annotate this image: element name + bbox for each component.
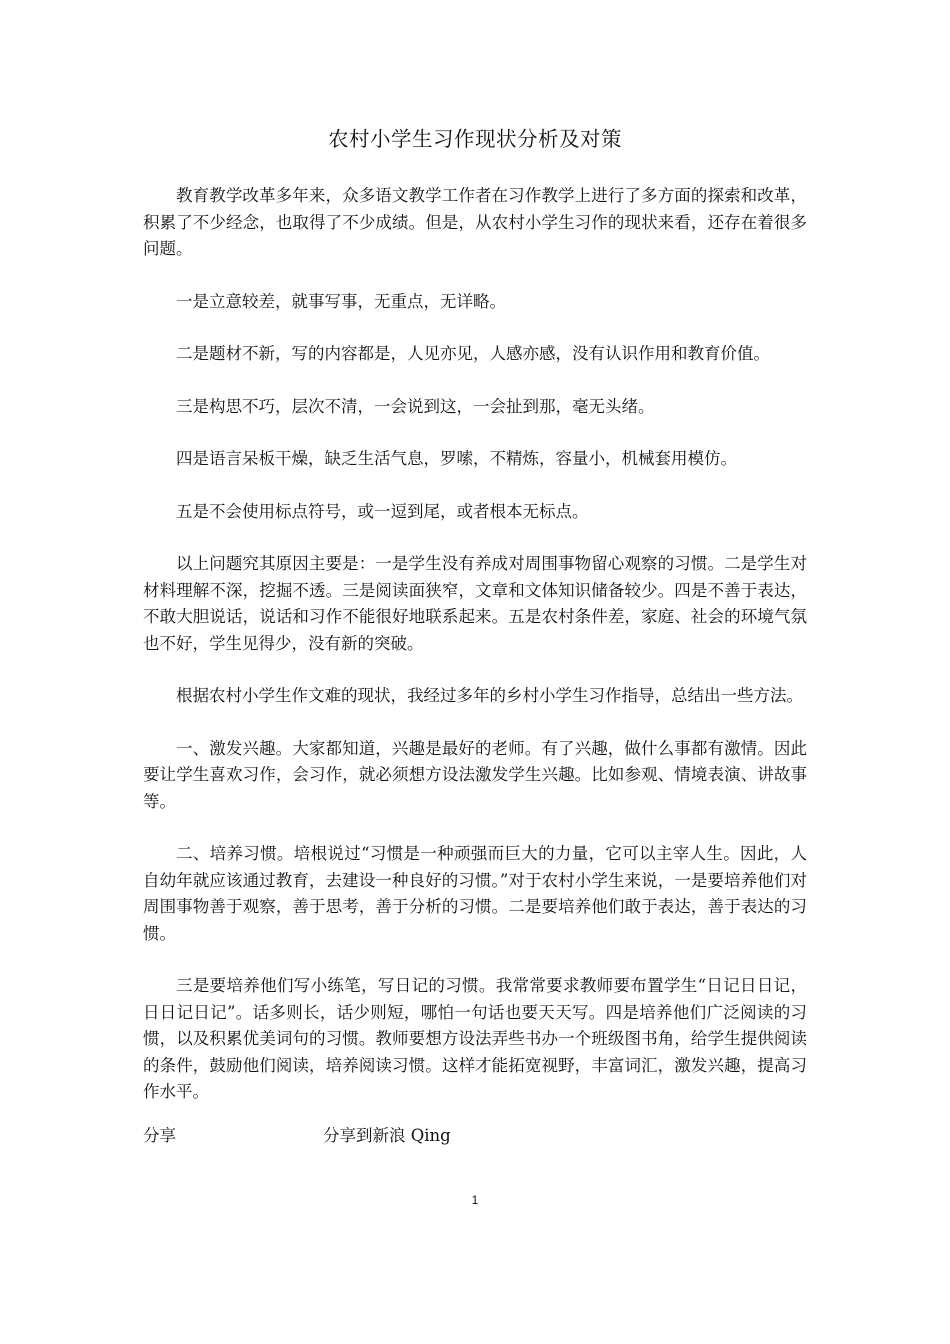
paragraph-intro: 教育教学改革多年来，众多语文教学工作者在习作教学上进行了多方面的探索和改革，积累了不少经念，也取得了不少成绩。但是，从农村小学生习作的现状来看，还存在着很多问题。 — [143, 186, 807, 258]
paragraph-causes: 以上问题究其原因主要是：一是学生没有养成对周围事物留心观察的习惯。二是学生对材料理解不深，挖掘不透。三是阅读面狭窄，文章和文体知识储备较少。四是不善于表达，不敢大胆说话，说话和习作不能很好地联系起来。五是农村条件差，家庭、社会的环境气氛也不好，学生见得少，没有新的突破。 — [143, 554, 807, 653]
paragraph-problem-1: 一是立意较差，就事写事，无重点，无详略。 — [176, 291, 506, 311]
page-number: 1 — [471, 1193, 479, 1207]
paragraph-problem-3: 三是构思不巧，层次不清，一会说到这，一会扯到那，毫无头绪。 — [176, 396, 655, 416]
share-label: 分享 — [143, 1126, 176, 1145]
share-to-sina-qing-link[interactable]: 分享到新浪 Qing — [323, 1126, 451, 1145]
document-title: 农村小学生习作现状分析及对策 — [328, 127, 622, 151]
paragraph-method-interest: 一、激发兴趣。大家都知道，兴趣是最好的老师。有了兴趣，做什么事都有激情。因此要让学生喜欢习作，会习作，就必须想方设法激发学生兴趣。比如参观、情境表演、讲故事等。 — [143, 738, 807, 811]
paragraph-problem-4: 四是语言呆板干燥，缺乏生活气息，罗嗦，不精炼，容量小，机械套用模仿。 — [176, 449, 737, 468]
document-body — [143, 183, 807, 1132]
share-bar — [143, 1122, 807, 1148]
paragraph-problem-5: 五是不会使用标点符号，或一逗到尾，或者根本无标点。 — [176, 501, 589, 521]
paragraph-methods-intro: 根据农村小学生作文难的现状，我经过多年的乡村小学生习作指导，总结出一些方法。 — [176, 686, 803, 705]
paragraph-method-habits: 二、培养习惯。培根说过“习惯是一种顽强而巨大的力量，它可以主宰人生。因此，人自幼年就应该通过教育，去建设一种良好的习惯。”对于农村小学生来说，一是要培养他们对周围事物善于观察，善于思考，善于分析的习惯。二是要培养他们敢于表达，善于表达的习惯。 — [143, 844, 807, 943]
paragraph-method-diary: 三是要培养他们写小练笔，写日记的习惯。我常常要求教师要布置学生“日记日日记，日日记日记”。话多则长，话少则短，哪怕一句话也要天天写。四是培养他们广泛阅读的习惯，以及积累优美词句的习惯。教师要想方设法弄些书办一个班级图书角，给学生提供阅读的条件，鼓励他们阅读，培养阅读习惯。这样才能拓宽视野，丰富词汇，激发兴趣，提高习作水平。 — [143, 976, 807, 1101]
paragraph-problem-2: 二是题材不新，写的内容都是，人见亦见，人感亦感，没有认识作用和教育价值。 — [176, 344, 770, 363]
